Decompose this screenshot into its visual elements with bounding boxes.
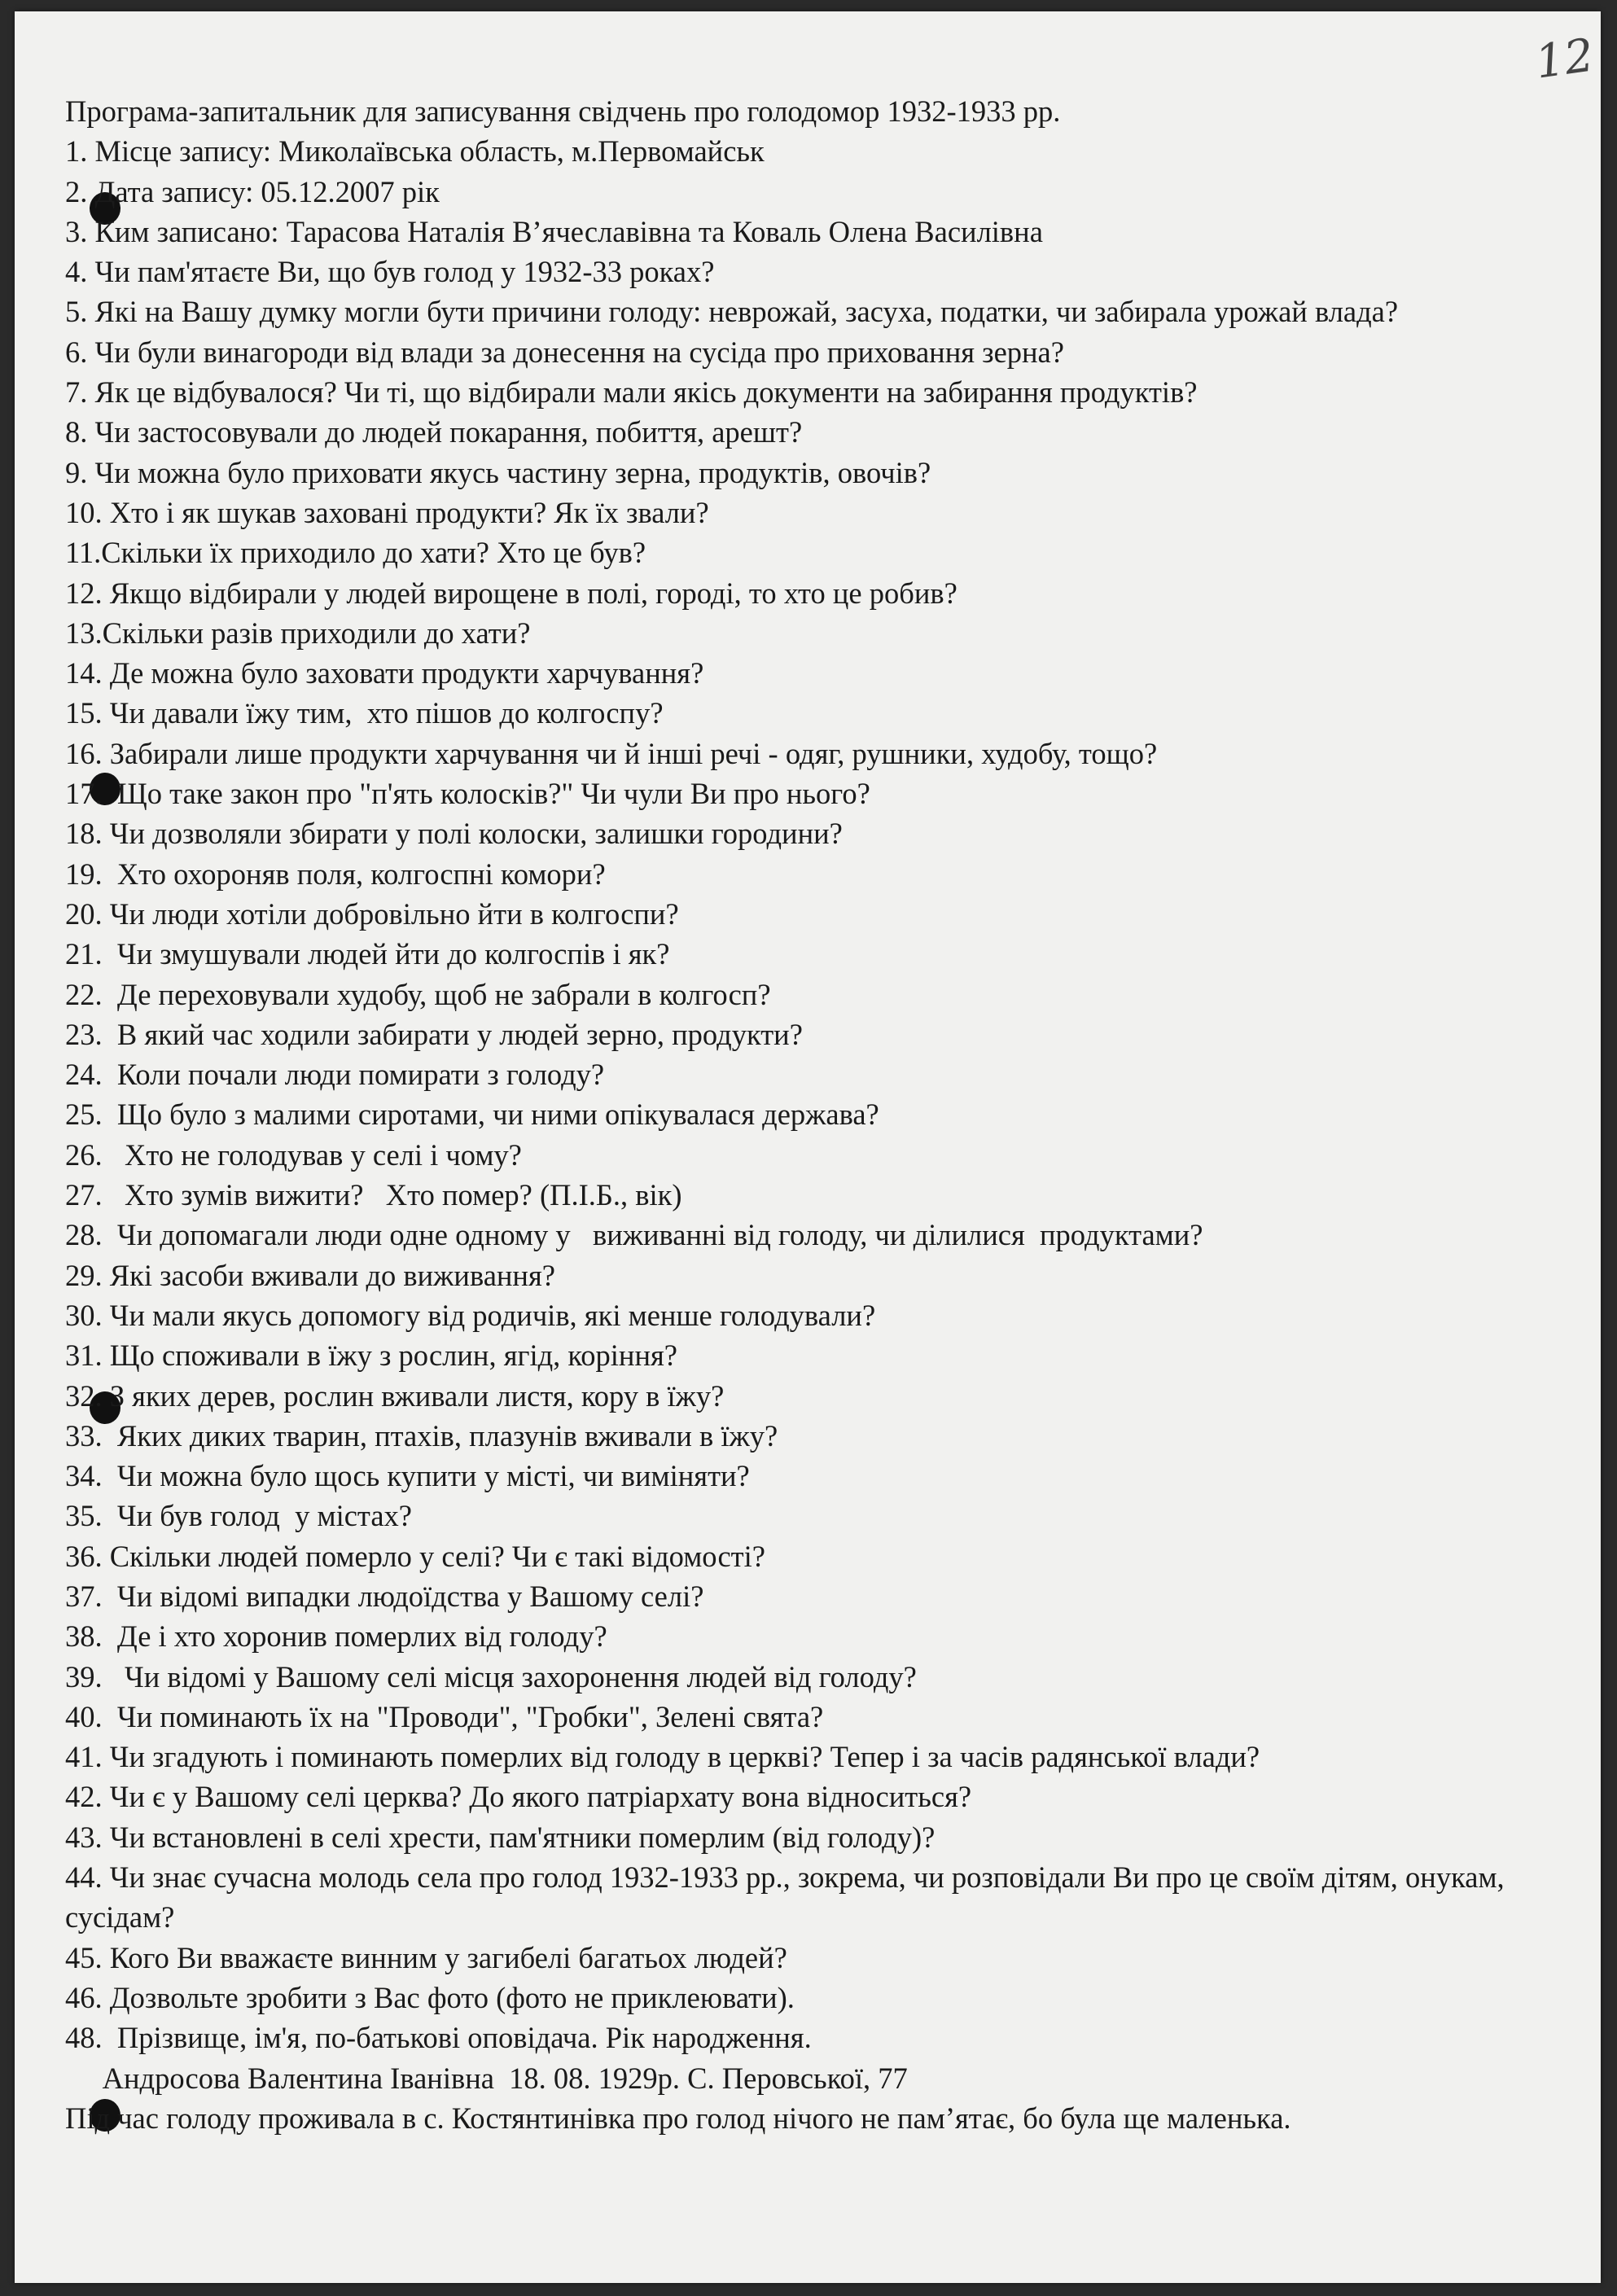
text-line: 14. Де можна було заховати продукти харчування? [65, 656, 704, 690]
text-line: 44. Чи знає сучасна молодь села про голод 1932-1933 рр., зокрема, чи розповідали Ви про це своїм дітям, онукам, сусідам? [65, 1860, 1512, 1935]
text-line: 12. Якщо відбирали у людей вирощене в полі, городі, то хто це робив? [65, 576, 957, 610]
text-line: 32. З яких дерев, рослин вживали листя, кору в їжу? [65, 1378, 725, 1413]
text-line: 6. Чи були винагороди від влади за донесення на сусіда про приховання зерна? [65, 335, 1064, 369]
text-line: 45. Кого Ви вважаєте винним у загибелі багатьох людей? [65, 1940, 787, 1974]
text-line: 48. Прізвище, ім'я, по-батькові оповідача. Рік народження. [65, 2021, 812, 2055]
handwritten-page-number: 12 [1532, 28, 1597, 90]
text-line: 11.Скільки їх приходило до хати? Хто це був? [65, 536, 646, 570]
text-line: 15. Чи давали їжу тим, хто пішов до колгоспу? [65, 696, 664, 730]
text-line: 22. Де переховували худобу, щоб не забрали в колгосп? [65, 977, 771, 1011]
text-line: 41. Чи згадують і поминають померлих від голоду в церкві? Тепер і за часів радянської влади? [65, 1740, 1260, 1774]
text-line: 2. Дата запису: 05.12.2007 рік [65, 174, 440, 208]
text-line: 26. Хто не голодував у селі і чому? [65, 1137, 522, 1172]
text-line: 20. Чи люди хотіли добровільно йти в колгоспи? [65, 896, 679, 931]
text-line: 30. Чи мали якусь допомогу від родичів, які менше голодували? [65, 1298, 876, 1332]
text-line: 23. В який час ходили забирати у людей зерно, продукти? [65, 1017, 803, 1051]
narrator-note: Під час голоду проживала в с. Костянтинівка про голод нічого не пам’ятає, бо була ще маленька. [65, 2101, 1291, 2135]
text-line: 21. Чи змушували людей йти до колгоспів і як? [65, 937, 670, 971]
text-line: 3. Ким записано: Тарасова Наталія В’ячеславівна та Коваль Олена Василівна [65, 214, 1043, 248]
text-line: 46. Дозвольте зробити з Вас фото (фото не приклеювати). [65, 1980, 795, 2014]
text-line: 27. Хто зумів вижити? Хто помер? (П.І.Б., вік) [65, 1178, 682, 1212]
text-line: 33. Яких диких тварин, птахів, плазунів вживали в їжу? [65, 1418, 778, 1453]
document-title: Програма-запитальник для записування свідчень про голодомор 1932-1933 рр. [65, 94, 1061, 128]
text-line: 1. Місце запису: Миколаївська область, м.Первомайськ [65, 134, 765, 169]
text-line: 7. Як це відбувалося? Чи ті, що відбирали мали якісь документи на забирання продуктів? [65, 375, 1198, 410]
text-line: 24. Коли почали люди помирати з голоду? [65, 1058, 605, 1092]
text-line: 36. Скільки людей померло у селі? Чи є такі відомості? [65, 1539, 765, 1573]
text-line: 39. Чи відомі у Вашому селі місця захоронення людей від голоду? [65, 1659, 917, 1694]
text-line: 18. Чи дозволяли збирати у полі колоски, залишки городини? [65, 817, 843, 851]
text-line: 38. Де і хто хоронив померлих від голоду? [65, 1619, 607, 1654]
text-line: 4. Чи пам'ятаєте Ви, що був голод у 1932-33 роках? [65, 255, 715, 289]
text-line: 35. Чи був голод у містах? [65, 1499, 412, 1533]
narrator-info: Андросова Валентина Іванівна 18. 08. 1929р. С. Перовської, 77 [65, 2061, 908, 2095]
text-line: 19. Хто охороняв поля, колгоспні комори? [65, 857, 606, 891]
text-line: 17. Що таке закон про "п'ять колосків?" Чи чули Ви про нього? [65, 777, 870, 811]
text-line: 37. Чи відомі випадки людоїдства у Вашому селі? [65, 1579, 704, 1613]
text-line: 5. Які на Вашу думку могли бути причини голоду: неврожай, засуха, податки, чи забирала урожай влада? [65, 295, 1399, 329]
text-line: 16. Забирали лише продукти харчування чи й інші речі - одяг, рушники, худобу, тощо? [65, 736, 1158, 770]
text-line: 10. Хто і як шукав заховані продукти? Як їх звали? [65, 495, 709, 529]
text-line: 25. Що було з малими сиротами, чи ними опікувалася держава? [65, 1098, 879, 1132]
document-page [15, 11, 1601, 2283]
text-line: 40. Чи поминають їх на "Проводи", "Гробки", Зелені свята? [65, 1699, 824, 1733]
text-line: 31. Що споживали в їжу з рослин, ягід, коріння? [65, 1339, 677, 1373]
text-line: 28. Чи допомагали люди одне одному у виживанні від голоду, чи ділилися продуктами? [65, 1218, 1203, 1252]
text-line: 34. Чи можна було щось купити у місті, чи виміняти? [65, 1459, 750, 1493]
text-line: 29. Які засоби вживали до виживання? [65, 1258, 555, 1292]
questionnaire-text [65, 91, 1571, 2138]
text-line: 13.Скільки разів приходили до хати? [65, 616, 531, 650]
text-line: 8. Чи застосовували до людей покарання, побиття, арешт? [65, 415, 803, 449]
text-line: 43. Чи встановлені в селі хрести, пам'ятники померлим (від голоду)? [65, 1820, 936, 1854]
text-line: 9. Чи можна було приховати якусь частину зерна, продуктів, овочів? [65, 455, 931, 489]
text-line: 42. Чи є у Вашому селі церква? До якого патріархату вона відноситься? [65, 1780, 972, 1814]
